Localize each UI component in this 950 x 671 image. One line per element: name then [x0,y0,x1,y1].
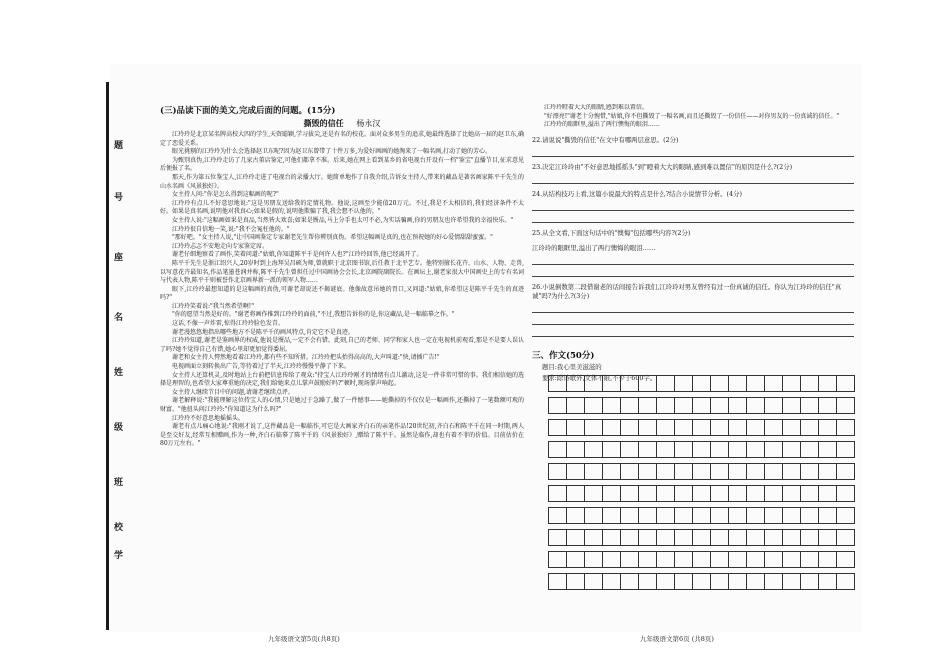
grid-cell[interactable] [567,574,585,590]
passage-paragraph: 谢老漫悠悠地指出哪些地方不是陈平千的画风特点,肯定它不是真迹。 [172,328,354,336]
grid-cell[interactable] [693,486,711,502]
grid-row [549,398,855,414]
grid-row [549,464,855,480]
grid-cell[interactable] [585,508,603,524]
passage-paragraph: 江玲玲有点儿不好意思地说:"这是男朋友送给我的定情礼物。他说,这画至少能值20万元。不过,我是不太相信的,我们经济条件不太好。如果是真名画,说明他对我真心;如果是假的,说明他欺骗了我,我会想不认他的。" [160,199,524,216]
passage-paragraph: 谢老和女主持人愕然地看着江玲玲,都有些不知所措。江玲玲把头抬得高高的,大声叫道:"快,请插广告!" [172,354,440,362]
grid-cell[interactable] [693,552,711,568]
grid-cell[interactable] [603,552,621,568]
grid-row [549,552,855,568]
grid-cell[interactable] [585,442,603,458]
grid-cell[interactable] [783,552,801,568]
left-page-reading-passage [160,104,524,624]
grid-cell[interactable] [747,508,765,524]
grid-cell[interactable] [801,442,819,458]
composition-grid [548,375,855,590]
grid-cell[interactable] [711,398,729,414]
grid-cell[interactable] [819,552,837,568]
grid-cell[interactable] [621,574,639,590]
grid-cell[interactable] [585,574,603,590]
grid-cell[interactable] [765,442,783,458]
page-footer-left: 九年级语文第5页(共8页) [268,635,340,643]
grid-cell[interactable] [639,574,657,590]
grid-cell[interactable] [567,552,585,568]
grid-cell[interactable] [711,486,729,502]
answer-line[interactable] [532,147,854,157]
grid-cell[interactable] [567,398,585,414]
grid-cell[interactable] [747,398,765,414]
grid-cell[interactable] [621,464,639,480]
grid-cell[interactable] [639,464,657,480]
grid-cell[interactable] [819,574,837,590]
grid-cell[interactable] [639,442,657,458]
passage-paragraph: 女主持人继续节目中的问题,请谢老继续点评。 [172,388,294,396]
grid-cell[interactable] [729,464,747,480]
answer-line[interactable] [532,303,854,313]
grid-cell[interactable] [747,464,765,480]
grid-cell[interactable] [783,398,801,414]
grid-cell[interactable] [549,420,567,436]
grid-cell[interactable] [621,442,639,458]
grid-cell[interactable] [657,530,675,546]
grid-cell[interactable] [765,420,783,436]
grid-cell[interactable] [585,464,603,480]
grid-cell[interactable] [801,464,819,480]
grid-cell[interactable] [549,530,567,546]
side-mark: 题 [114,141,124,151]
passage-paragraph: 眼下,江玲玲最想知道的是这幅画的真伪,可谢老却说还不揭谜底。他像故意吊她的胃口,又问道:"姑娘,你希望这是陈平千先生的真迹吗?" [160,285,524,302]
grid-cell[interactable] [585,398,603,414]
grid-cell[interactable] [621,376,639,392]
passage-paragraph: "你的愿望当然是好的。"谢老将画作推到江玲玲的面前,"不过,我想告诉你的是,你这藏品,是一幅临摹之作。" [172,311,455,319]
grid-cell[interactable] [567,376,585,392]
answer-line[interactable] [532,267,854,277]
answer-line[interactable] [532,174,854,184]
grid-cell[interactable] [621,486,639,502]
grid-cell[interactable] [621,552,639,568]
grid-cell[interactable] [747,574,765,590]
passage-paragraph: 眼光挑剔的江玲玲为什么会选择赵卫东呢?因为赵卫东曾带了十件万多,为爱好画画的她淘来了一幅名画,打动了她的芳心。 [172,148,492,156]
answer-line[interactable] [532,315,854,325]
grid-cell[interactable] [585,420,603,436]
grid-cell[interactable] [837,442,855,458]
grid-cell[interactable] [603,464,621,480]
grid-cell[interactable] [567,530,585,546]
answer-line[interactable] [532,213,854,223]
grid-cell[interactable] [585,376,603,392]
grid-cell[interactable] [711,442,729,458]
grid-cell[interactable] [549,486,567,502]
grid-cell[interactable] [603,398,621,414]
grid-cell[interactable] [765,486,783,502]
grid-cell[interactable] [837,376,855,392]
grid-cell[interactable] [657,508,675,524]
grid-cell[interactable] [567,508,585,524]
grid-cell[interactable] [729,486,747,502]
grid-cell[interactable] [657,420,675,436]
grid-cell[interactable] [801,376,819,392]
grid-cell[interactable] [657,574,675,590]
passage-paragraph: 电视画面立刻转换出广告,等待着过了半天,江玲玲慢慢平静了下来。 [172,363,350,371]
side-mark: 姓 [114,368,124,378]
grid-cell[interactable] [675,398,693,414]
grid-cell[interactable] [783,508,801,524]
question-list [532,136,854,343]
grid-cell[interactable] [837,464,855,480]
grid-cell[interactable] [819,530,837,546]
grid-cell[interactable] [603,486,621,502]
grid-cell[interactable] [639,398,657,414]
grid-cell[interactable] [549,508,567,524]
grid-cell[interactable] [819,442,837,458]
grid-cell[interactable] [711,552,729,568]
passage-paragraph: 女主持人还算机灵,及时地站上台前把信息传给了观众:"持宝人江玲玲刚才的情绪有点儿激动,这是一件非常可惜的事。我们相信她的选择是理智的,也希望大家尊重她的决定,我们给她来点儿掌声鼓励好吗?"顿时,现场掌声响起。 [160,371,524,388]
composition-grid-table [548,375,855,590]
grid-row [549,376,855,392]
passage-paragraph: 谢老有点儿痛心地说:"我刚才说了,这件藏品是一幅临作,可它是大画家齐白石的亲笔作品!20世纪初,齐白石和陈平千在同一时期,两人是至交好友,经常互相赠画,作为一种,齐白石临摹了陈平千的《风景独好》,赠给了陈平千。虽然是临作,却也有着不菲的价值。目前估价在80万元左右。" [160,423,524,448]
grid-cell[interactable] [783,464,801,480]
grid-cell[interactable] [729,574,747,590]
passage-paragraph: "那好吧。"女主持人说,"让中国画鉴定专家谢老先生帮你辨别真伪。希望这幅画是真的,也在预祝她的好心爱情甜甜蜜蜜。" [172,234,493,242]
question-text: 25.从全文看,下面这句话中的"懊悔"包括哪些内容?(2分) [532,228,691,237]
passage-paragraph: 江玲玲瞪着大大的眼睛,感到难以置信。 [544,104,648,111]
grid-row [549,530,855,546]
grid-cell[interactable] [729,442,747,458]
grid-cell[interactable] [729,398,747,414]
grid-cell[interactable] [693,530,711,546]
grid-cell[interactable] [819,486,837,502]
grid-cell[interactable] [783,486,801,502]
grid-cell[interactable] [711,508,729,524]
passage-body [160,131,524,449]
grid-cell[interactable] [657,486,675,502]
grid-cell[interactable] [837,420,855,436]
grid-cell[interactable] [747,420,765,436]
grid-cell[interactable] [675,574,693,590]
passage-paragraph: 为甄别真伪,江玲玲走访了几家古董店鉴定,可他们都拿不准。后来,她在网上看到某乡的省电视台开设有一档"鉴宝"直播节目,征求意见后便报了名。 [160,156,524,173]
grid-cell[interactable] [729,530,747,546]
grid-cell[interactable] [747,442,765,458]
grid-cell[interactable] [549,552,567,568]
passage-paragraph: 江玲玲是北京某名牌高校大四的学生,天资聪颖,学习拔尖,还是有名的校花。面对众多男生的追求,她最终选择了比她高一届的赵卫东,确定了恋爱关系。 [160,131,524,147]
side-mark: 学 [114,551,124,561]
grid-cell[interactable] [693,442,711,458]
grid-cell[interactable] [675,376,693,392]
grid-cell[interactable] [729,552,747,568]
grid-cell[interactable] [783,574,801,590]
grid-cell[interactable] [693,574,711,590]
grid-cell[interactable] [711,574,729,590]
grid-cell[interactable] [675,508,693,524]
grid-cell[interactable] [639,420,657,436]
grid-cell[interactable] [657,464,675,480]
grid-cell[interactable] [693,398,711,414]
grid-cell[interactable] [621,398,639,414]
grid-cell[interactable] [819,398,837,414]
grid-cell[interactable] [711,530,729,546]
grid-cell[interactable] [837,530,855,546]
passage-paragraph: "好漂亮!"谢老十分惋惜,"姑娘,你不但撕毁了一幅名画,而且还撕毁了一份信任——对你男友的一份真诚的信任。" [544,112,840,120]
grid-cell[interactable] [567,420,585,436]
grid-cell[interactable] [765,508,783,524]
grid-cell[interactable] [549,574,567,590]
grid-cell[interactable] [675,552,693,568]
grid-cell[interactable] [657,398,675,414]
grid-cell[interactable] [549,442,567,458]
grid-cell[interactable] [621,508,639,524]
grid-cell[interactable] [783,376,801,392]
question-text: 23.决定江玲玲由"不好意思地摇摇头"到"瞪着大大的眼睛,感到难以置信"的原因是什么?(2分) [532,162,793,171]
side-mark: 班 [114,478,124,488]
grid-cell[interactable] [837,552,855,568]
grid-cell[interactable] [603,420,621,436]
grid-cell[interactable] [693,508,711,524]
grid-cell[interactable] [693,376,711,392]
passage-paragraph: 那天,作为第五位鉴宝人,江玲玲走进了电视台的录播大厅。她简单地作了自我介绍,告诉女主持人,带来的藏品是著名画家陈平千先生的山水名画《风景独好》。 [160,173,524,190]
side-mark: 座 [114,253,124,263]
grid-cell[interactable] [783,530,801,546]
grid-cell[interactable] [783,420,801,436]
grid-cell[interactable] [675,420,693,436]
grid-cell[interactable] [603,376,621,392]
grid-cell[interactable] [729,420,747,436]
side-mark: 号 [114,193,124,203]
grid-cell[interactable] [837,574,855,590]
grid-cell[interactable] [585,530,603,546]
passage-paragraph: 江玲玲忐忑不安地走向专家鉴定席。 [172,242,269,250]
grid-cell[interactable] [621,530,639,546]
grid-cell[interactable] [657,442,675,458]
grid-cell[interactable] [675,464,693,480]
passage-title-line [160,118,524,129]
grid-cell[interactable] [729,376,747,392]
grid-cell[interactable] [567,442,585,458]
grid-cell[interactable] [603,442,621,458]
binding-line [106,82,109,630]
grid-cell[interactable] [639,552,657,568]
grid-cell[interactable] [837,398,855,414]
grid-cell[interactable] [819,464,837,480]
grid-cell[interactable] [837,486,855,502]
grid-cell[interactable] [639,530,657,546]
grid-cell[interactable] [549,464,567,480]
writing-topic: 题目:我心里美滋滋的 [542,362,602,371]
grid-cell[interactable] [837,508,855,524]
binding-margin-labels [114,120,134,560]
grid-cell[interactable] [801,552,819,568]
grid-cell[interactable] [675,486,693,502]
passage-paragraph: 陈平千先生是浙江绍兴人,20岁时到上海拜吴昌硕为师,曾就职于北京图书馆,后任教于北平艺专。他特别擅长花卉、山水、人物、走兽,以写意花卉最知名,作品笔墨苍润并称,陈平千先生曾担任过中国画协会会长,北京画院副院长。在画坛上,谢老家很大中国画史上的专有名词与代表人物,陈平千则被誉作北京画界新一派的领军人物…… [160,259,524,285]
grid-row [549,442,855,458]
grid-cell[interactable] [675,530,693,546]
grid-cell[interactable] [819,420,837,436]
grid-cell[interactable] [657,376,675,392]
passage-paragraph: 江玲玲的眼眶里,溢出了两行懊悔的眼泪…… [544,121,660,129]
question-text: 26.小说倒数第二段借谢老的话间接告诉我们,江玲玲对男友曾经有过一份真诚的信任。你认为江玲玲的信任"真诚"吗?为什么?(3分) [532,282,842,300]
grid-cell[interactable] [819,508,837,524]
grid-cell[interactable] [801,530,819,546]
passage-paragraph: 江玲玲不好意思地摇摇头。 [172,414,245,422]
grid-cell[interactable] [657,552,675,568]
page-footer-right: 九年级语文第6页 (共8页) [640,635,714,643]
grid-row [549,508,855,524]
grid-cell[interactable] [585,486,603,502]
grid-cell[interactable] [567,486,585,502]
side-mark: 校 [114,523,124,533]
section-heading: (三)品读下面的美文,完成后面的问题。(15分) [160,106,336,116]
passage-author: 杨永汉 [356,119,381,128]
grid-cell[interactable] [585,552,603,568]
grid-cell[interactable] [693,420,711,436]
grid-cell[interactable] [801,398,819,414]
passage-title: 撕毁的信任 [303,118,344,128]
grid-cell[interactable] [747,486,765,502]
question-text: 24.从结构技巧上看,这篇小说最大的特点是什么?结合小说情节分析。(4分) [532,189,743,198]
grid-cell[interactable] [639,486,657,502]
passage-paragraph: 江玲玲很自信地一笑,说:"我不会冤枉他的。" [172,225,290,233]
grid-cell[interactable] [603,574,621,590]
question-text: 江玲玲的眼眶里,溢出了两行懊悔的眼泪…… [532,243,656,252]
grid-cell[interactable] [603,508,621,524]
answer-line[interactable] [532,255,854,265]
grid-cell[interactable] [549,376,567,392]
grid-cell[interactable] [567,464,585,480]
grid-cell[interactable] [711,464,729,480]
grid-cell[interactable] [747,530,765,546]
grid-cell[interactable] [603,530,621,546]
grid-cell[interactable] [801,486,819,502]
passage-paragraph: 谢老仔细地察看了画作,笑着问道:"姑娘,你知道陈平千是何许人也?"江玲玲回答,他已经离开了。 [172,251,423,259]
grid-row [549,486,855,502]
side-mark: 名 [114,313,124,323]
grid-cell[interactable] [621,420,639,436]
grid-cell[interactable] [765,530,783,546]
grid-cell[interactable] [801,574,819,590]
grid-cell[interactable] [639,376,657,392]
grid-cell[interactable] [801,508,819,524]
passage-paragraph: 江玲玲笑着说:"我当然希望啊!" [172,302,254,310]
grid-cell[interactable] [801,420,819,436]
grid-cell[interactable] [729,508,747,524]
grid-cell[interactable] [819,376,837,392]
question-text: 22.请说说"撕毁的信任"在文中有哪两层意思。(2分) [532,135,679,144]
grid-cell[interactable] [711,376,729,392]
grid-cell[interactable] [675,442,693,458]
grid-cell[interactable] [783,442,801,458]
grid-cell[interactable] [639,508,657,524]
grid-row [549,574,855,590]
writing-section-heading: 三、作文(50分) [532,350,595,361]
answer-line[interactable] [532,327,854,337]
grid-cell[interactable] [693,464,711,480]
passage-paragraph: 女主持人问:"你是怎么得到这幅画的呢?" [172,191,279,199]
answer-line[interactable] [532,201,854,211]
grid-cell[interactable] [765,574,783,590]
grid-cell[interactable] [765,398,783,414]
grid-cell[interactable] [747,552,765,568]
side-mark: 级 [114,423,124,433]
passage-paragraph: 这话,不像一声炸雷,惊得江玲玲脸色发青。 [172,320,284,328]
passage-continuation [532,104,854,130]
grid-cell[interactable] [747,376,765,392]
passage-paragraph: 江玲玲知道,谢老是鉴画界的权威,他说是赝品,一定不会有错。此刻,自己的老师、同学和家人也一定在电视机前观看,那是不是要人误认了吗?她不觉得自己有错,她心里却更加觉得委屈。 [160,337,524,353]
grid-cell[interactable] [765,376,783,392]
passage-paragraph: 谢老解释说:"我能理解这位持宝人的心情,只是她过于急躁了,做了一件憾事——她撕掉的不仅仅是一幅画作,还撕掉了一笔数额可观的财富。"他扭头问江玲玲:"你知道这为什么吗?" [160,397,524,413]
grid-row [549,420,855,436]
grid-cell[interactable] [765,464,783,480]
grid-cell[interactable] [711,420,729,436]
grid-cell[interactable] [549,398,567,414]
grid-cell[interactable] [765,552,783,568]
passage-paragraph: 女主持人说:"这幅画如果是真品,当然皆大欢喜;如果是赝品,马上分手也太可不必,为实话骗画,你的男朋友也许希望我的幸福快乐。" [172,216,514,224]
writing-requirements: 要求:除诗歌外,文体不限,不少于600字。 [542,373,657,382]
